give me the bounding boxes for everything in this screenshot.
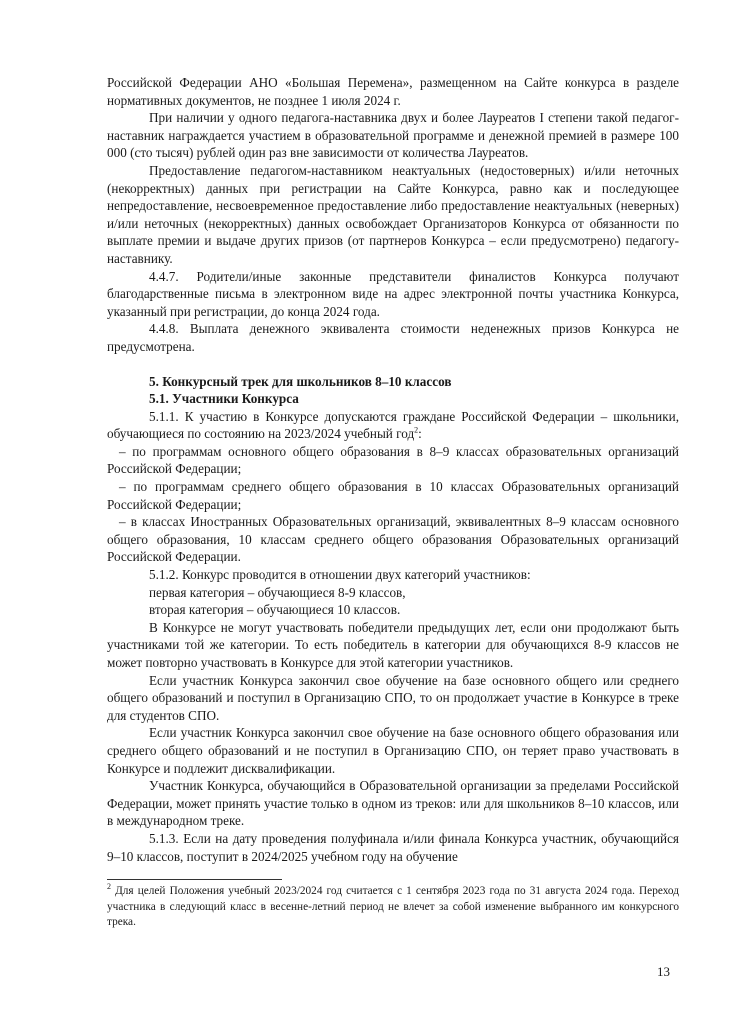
paragraph-5-1-1: [107, 408, 679, 443]
footnote-divider: [107, 879, 282, 880]
footnote-ref: 2: [414, 425, 419, 435]
section-heading: 5. Конкурсный трек для школьников 8–10 классов: [149, 373, 452, 389]
paragraph-5-1-3: 5.1.3. Если на дату проведения полуфинала и/или финала Конкурса участник, обучающийся 9–10 классов, поступит в 2024/2025 учебном году на обучение: [107, 830, 679, 864]
paragraph-5-1-2: 5.1.2. Конкурс проводится в отношении двух категорий участников:: [149, 567, 531, 583]
paragraph-text: 5.1.1. К участию в Конкурсе допускаются граждане Российской Федерации – школьники, обучающиеся по состоянию на 2023/2024 учебный год: [107, 408, 679, 442]
list-item: – по программам основного общего образования в 8–9 классах образовательных организаций Российской Федерации;: [107, 443, 679, 477]
paragraph: Российской Федерации АНО «Большая Перемена», размещенном на Сайте конкурса в разделе нормативных документов, не позднее 1 июля 2024 г.: [107, 75, 679, 108]
paragraph: 4.4.8. Выплата денежного эквивалента стоимости неденежных призов Конкурса не предусмотрена.: [107, 321, 679, 354]
page-number: 13: [657, 964, 670, 979]
paragraph: Предоставление педагогом-наставником неактуальных (недостоверных) и/или неточных (некорректных) данных при регистрации на Сайте Конкурса, равно как и последующее непредоставление, несвоевременное предоставление либо предоставление неактуальных (неверных) и/или неточных (некорректных) данных освобождает Организаторов Конкурса от обязанности по выплате премии и выдаче других призов (от партнеров Конкурса – если предусмотрено) педагогу-наставнику.: [107, 162, 679, 266]
paragraph: Если участник Конкурса закончил свое обучение на базе основного общего образования или среднего общего образований и не поступил в Организацию СПО, он теряет право участвовать в Конкурсе и подлежит дисквалификации.: [107, 725, 679, 776]
subsection-heading: 5.1. Участники Конкурса: [149, 391, 299, 407]
category-item: первая категория – обучающиеся 8-9 классов,: [149, 584, 406, 600]
paragraph-punct: :: [418, 426, 422, 442]
category-item: вторая категория – обучающиеся 10 классов.: [149, 602, 401, 618]
paragraph: Если участник Конкурса закончил свое обучение на базе основного общего или среднего общего образований и поступил в Организацию СПО, то он продолжает участие в Конкурсе в треке для студентов СПО.: [107, 672, 679, 723]
paragraph: 4.4.7. Родители/иные законные представители финалистов Конкурса получают благодарственные письма в электронном виде на адрес электронной почты участника Конкурса, указанный при регистрации, до конца 2024 года.: [107, 268, 679, 319]
spacer: [107, 356, 679, 373]
body-text: [107, 74, 679, 865]
paragraph: Участник Конкурса, обучающийся в Образовательной организации за пределами Российской Федерации, может принять участие только в одном из треков: или для школьников 8–10 классов, или в международном треке.: [107, 778, 679, 829]
footnote-mark: 2: [107, 882, 111, 892]
footnote-text: Для целей Положения учебный 2023/2024 год считается с 1 сентября 2023 года по 31 августа 2024 года. Переход участника в следующий класс в весенне-летний период не влечет за собой изменение выбранного им конкурсного трека.: [107, 885, 679, 929]
paragraph: В Конкурсе не могут участвовать победители предыдущих лет, если они продолжают быть участниками той же категории. То есть победитель в категории для обучающихся 8-9 классов не может повторно участвовать в Конкурсе для этой категории участников.: [107, 619, 679, 670]
list-item: – в классах Иностранных Образовательных организаций, эквивалентных 8–9 классам основного общего образования, 10 классам среднего общего образования Образовательных организаций Российской Федерации.: [107, 514, 679, 565]
list-item: – по программам среднего общего образования в 10 классах Образовательных организаций Российской Федерации;: [107, 479, 679, 512]
paragraph: При наличии у одного педагога-наставника двух и более Лауреатов I степени такой педагог-наставник награждается участием в образовательной программе и денежной премией в размере 100 000 (сто тысяч) рублей один раз вне зависимости от количества Лауреатов.: [107, 110, 679, 161]
footnote: [107, 884, 679, 931]
